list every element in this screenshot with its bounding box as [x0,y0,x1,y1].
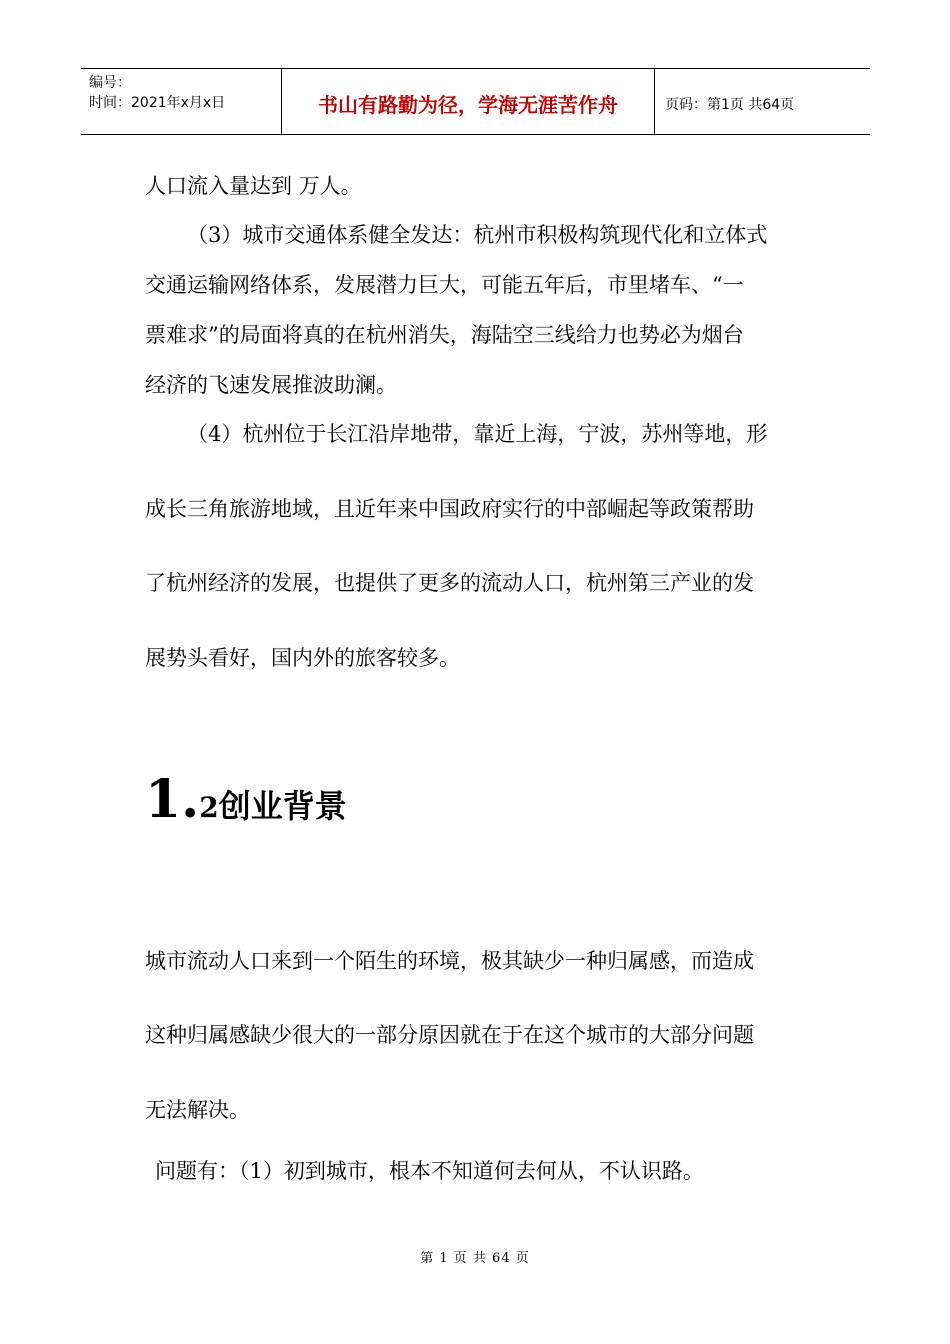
paragraph-4-line-4: 展势头看好，国内外的旅客较多。 [145,646,460,670]
paragraph-3-line-3: 票难求”的局面将真的在杭州消失，海陆空三线给力也势必为烟台 [145,323,744,347]
header-number-label: 编号： [89,75,131,91]
paragraph-3-line-1: （3）城市交通体系健全发达：杭州市积极构筑现代化和立体式 [187,223,768,247]
paragraph-3-line-2: 交通运输网络体系，发展潜力巨大，可能五年后，市里堵车、“一 [145,273,744,297]
paragraph-4-line-3: 了杭州经济的发展，也提供了更多的流动人口，杭州第三产业的发 [145,571,754,595]
header-page-info: 页码：第1页 共64页 [665,96,795,113]
paragraph-4-line-1: （4）杭州位于长江沿岸地带，靠近上海，宁波，苏州等地，形 [187,422,768,446]
header-motto: 书山有路勤为径，学海无涯苦作舟 [282,69,655,134]
body-line-1: 人口流入量达到 万人。 [145,174,362,198]
section-heading [145,770,347,839]
header-time-label: 时间：2021年x月x日 [89,95,226,111]
paragraph-5-line-3: 无法解决。 [145,1098,250,1122]
paragraph-3-line-4: 经济的飞速发展推波助澜。 [145,373,397,397]
page-footer: 第 1 页 共 64 页 [420,1251,530,1266]
paragraph-5-line-2: 这种归属感缺少很大的一部分原因就在于在这个城市的大部分问题 [145,1023,754,1047]
paragraph-6: 问题有：（1）初到城市，根本不知道何去何从，不认识路。 [155,1159,704,1183]
paragraph-4-line-2: 成长三角旅游地域，且近年来中国政府实行的中部崛起等政策帮助 [145,497,754,521]
heading-title: 创业背景 [218,787,347,825]
heading-number-major: 1. [145,769,200,830]
paragraph-5-line-1: 城市流动人口来到一个陌生的环境，极其缺少一种归属感，而造成 [145,949,754,973]
document-header [81,68,870,135]
heading-number-minor: 2 [199,791,219,824]
header-meta [81,69,282,134]
